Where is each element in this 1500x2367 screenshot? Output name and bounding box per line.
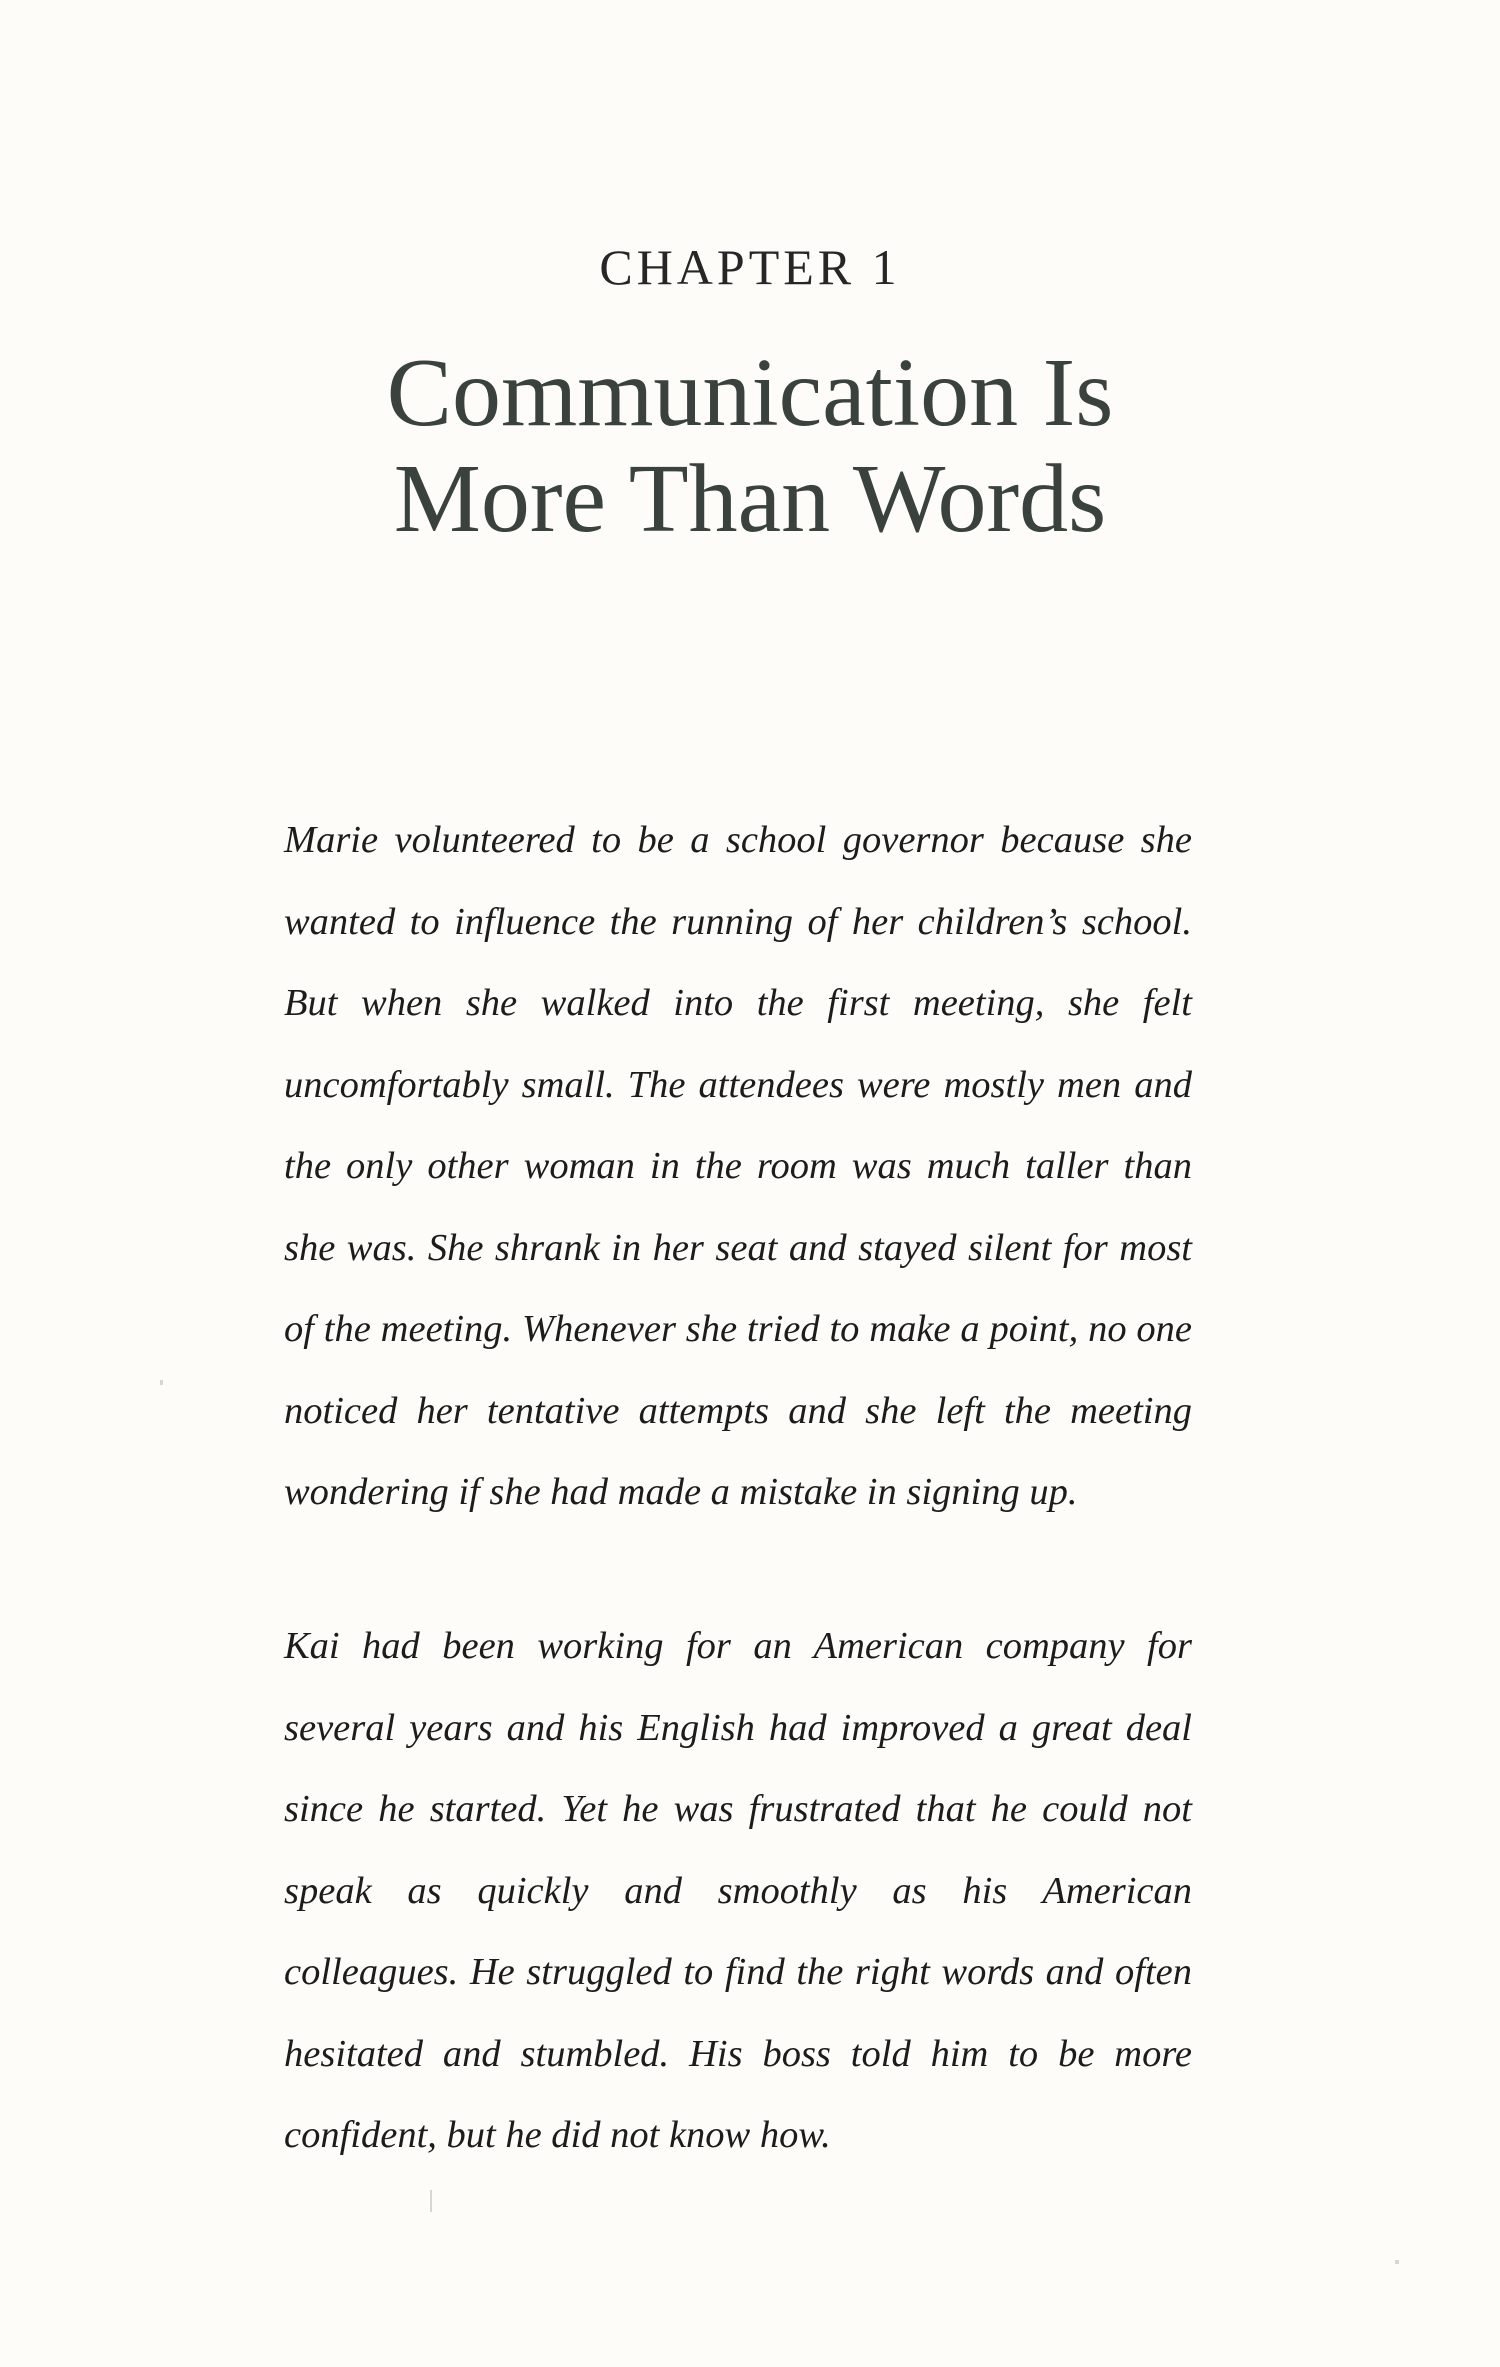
chapter-title-line-1: Communication Is [386, 339, 1114, 447]
chapter-title [0, 340, 1500, 552]
paragraph-kai: Kai had been working for an American company for several years and his English had improved a great deal since he started. Yet he was frustrated that he could not speak as quickly and smoothly as his American colleagues. He struggled to find the right words and often hesitated and stumbled. His boss told him to be more confident, but he did not know how. [284, 1625, 1192, 2156]
chapter-label: CHAPTER 1 [599, 239, 901, 295]
scan-speck [1395, 2260, 1399, 2264]
scan-speck [430, 2190, 432, 2212]
scan-speck [160, 1380, 163, 1385]
paragraph-marie: Marie volunteered to be a school governor because she wanted to influence the running of her children’s school. But when she walked into the first meeting, she felt uncomfortably small. The attendees were mostly men and the only other woman in the room was much taller than she was. She shrank in her seat and stayed silent for most of the meeting. Whenever she tried to make a point, no one noticed her tentative attempts and she left the meeting wondering if she had made a mistake in signing up. [284, 819, 1192, 1513]
chapter-title-line-2: More Than Words [393, 445, 1107, 553]
